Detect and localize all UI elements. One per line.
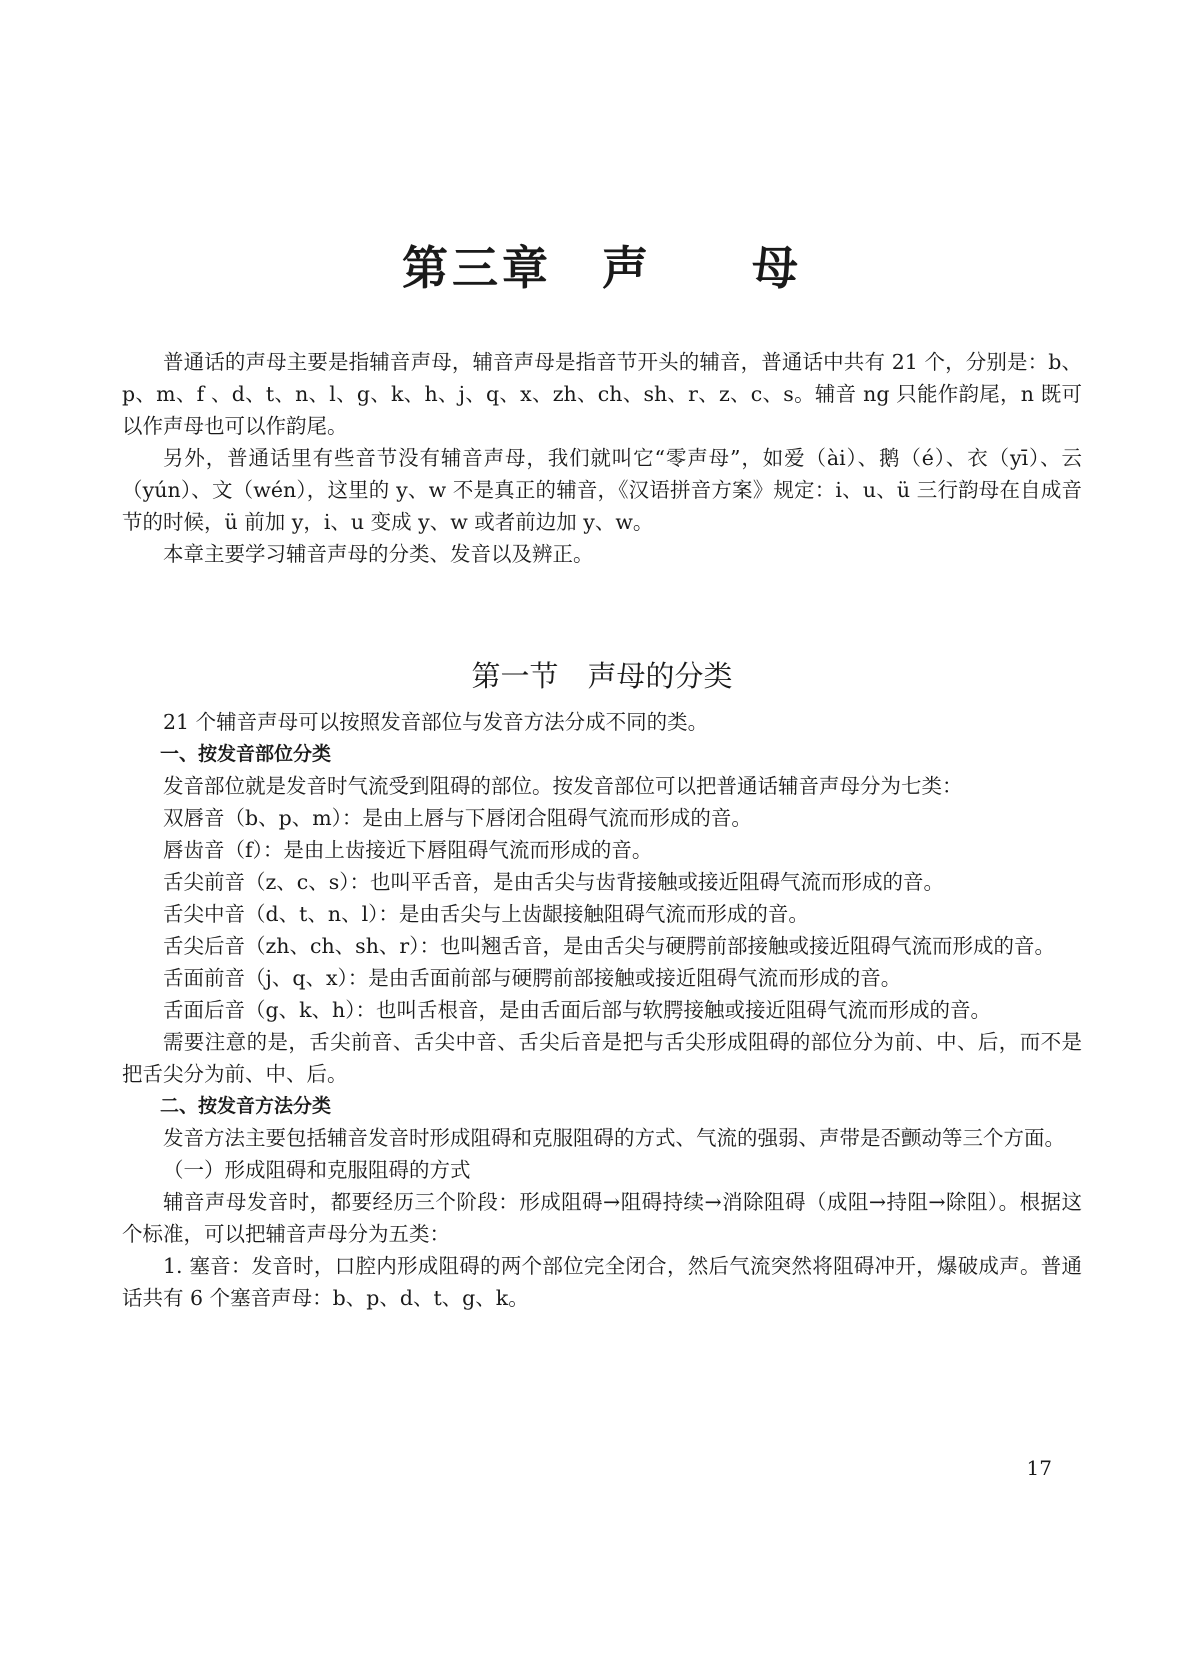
section-paragraph-13: 辅音声母发音时，都要经历三个阶段：形成阻碍→阻碍持续→消除阻碍（成阻→持阻→除阻）。根据这个标准，可以把辅音声母分为五类：	[122, 1190, 1082, 1246]
section-paragraph-5: 舌尖前音（z、c、s）：也叫平舌音，是由舌尖与齿背接触或接近阻碍气流而形成的音。	[163, 870, 945, 894]
section-paragraph-9: 舌面后音（g、k、h）：也叫舌根音，是由舌面后部与软腭接触或接近阻碍气流而形成的音。	[163, 998, 991, 1022]
book-page	[122, 0, 1082, 1674]
section-paragraph-14: 1. 塞音：发音时，口腔内形成阻碍的两个部位完全闭合，然后气流突然将阻碍冲开，爆破成声。普通话共有 6 个塞音声母：b、p、d、t、g、k。	[122, 1254, 1082, 1310]
page-number: 17	[1026, 1456, 1052, 1480]
intro-block	[122, 346, 1082, 570]
chapter-title: 第三章 声 母	[402, 241, 802, 295]
section-title: 第一节 声母的分类	[471, 659, 733, 693]
section-paragraph-3: 双唇音（b、p、m）：是由上唇与下唇闭合阻碍气流而形成的音。	[163, 806, 752, 830]
subsection-heading-2: 二、按发音方法分类	[160, 1095, 332, 1117]
section-paragraph-4: 唇齿音（f）：是由上齿接近下唇阻碍气流而形成的音。	[163, 838, 653, 862]
section-body	[122, 706, 1082, 1314]
section-paragraph-11: 发音方法主要包括辅音发音时形成阻碍和克服阻碍的方式、气流的强弱、声带是否颤动等三个方面。	[163, 1126, 1065, 1150]
section-paragraph-8: 舌面前音（j、q、x）：是由舌面前部与硬腭前部接触或接近阻碍气流而形成的音。	[163, 966, 902, 990]
intro-paragraph-3: 本章主要学习辅音声母的分类、发音以及辨正。	[163, 542, 594, 566]
section-paragraph-10: 需要注意的是，舌尖前音、舌尖中音、舌尖后音是把与舌尖形成阻碍的部位分为前、中、后，而不是把舌尖分为前、中、后。	[122, 1030, 1082, 1086]
section-paragraph-6: 舌尖中音（d、t、n、l）：是由舌尖与上齿龈接触阻碍气流而形成的音。	[163, 902, 809, 926]
intro-paragraph-2: 另外，普通话里有些音节没有辅音声母，我们就叫它“零声母”，如爱（ài）、鹅（é）、衣（yī）、云（yún）、文（wén），这里的 y、w 不是真正的辅音，《汉语拼音方案》规定：i、u、ü 三行韵母在自成音节的时候，ü 前加 y，i、u 变成 y、w 或者前边加 y、w。	[122, 446, 1082, 534]
section-paragraph-12: （一）形成阻碍和克服阻碍的方式	[163, 1158, 471, 1182]
subsection-heading-1: 一、按发音部位分类	[160, 743, 332, 765]
section-paragraph-1: 21 个辅音声母可以按照发音部位与发音方法分成不同的类。	[163, 710, 709, 734]
intro-paragraph-1: 普通话的声母主要是指辅音声母，辅音声母是指音节开头的辅音，普通话中共有 21 个，分别是：b、p、m、f 、d、t、n、l、g、k、h、j、q、x、zh、ch、sh、r、z、c、s。辅音 ng 只能作韵尾，n 既可以作声母也可以作韵尾。	[122, 350, 1082, 438]
section-paragraph-7: 舌尖后音（zh、ch、sh、r）：也叫翘舌音，是由舌尖与硬腭前部接触或接近阻碍气流而形成的音。	[163, 934, 1055, 958]
section-paragraph-2: 发音部位就是发音时气流受到阻碍的部位。按发音部位可以把普通话辅音声母分为七类：	[163, 774, 963, 798]
